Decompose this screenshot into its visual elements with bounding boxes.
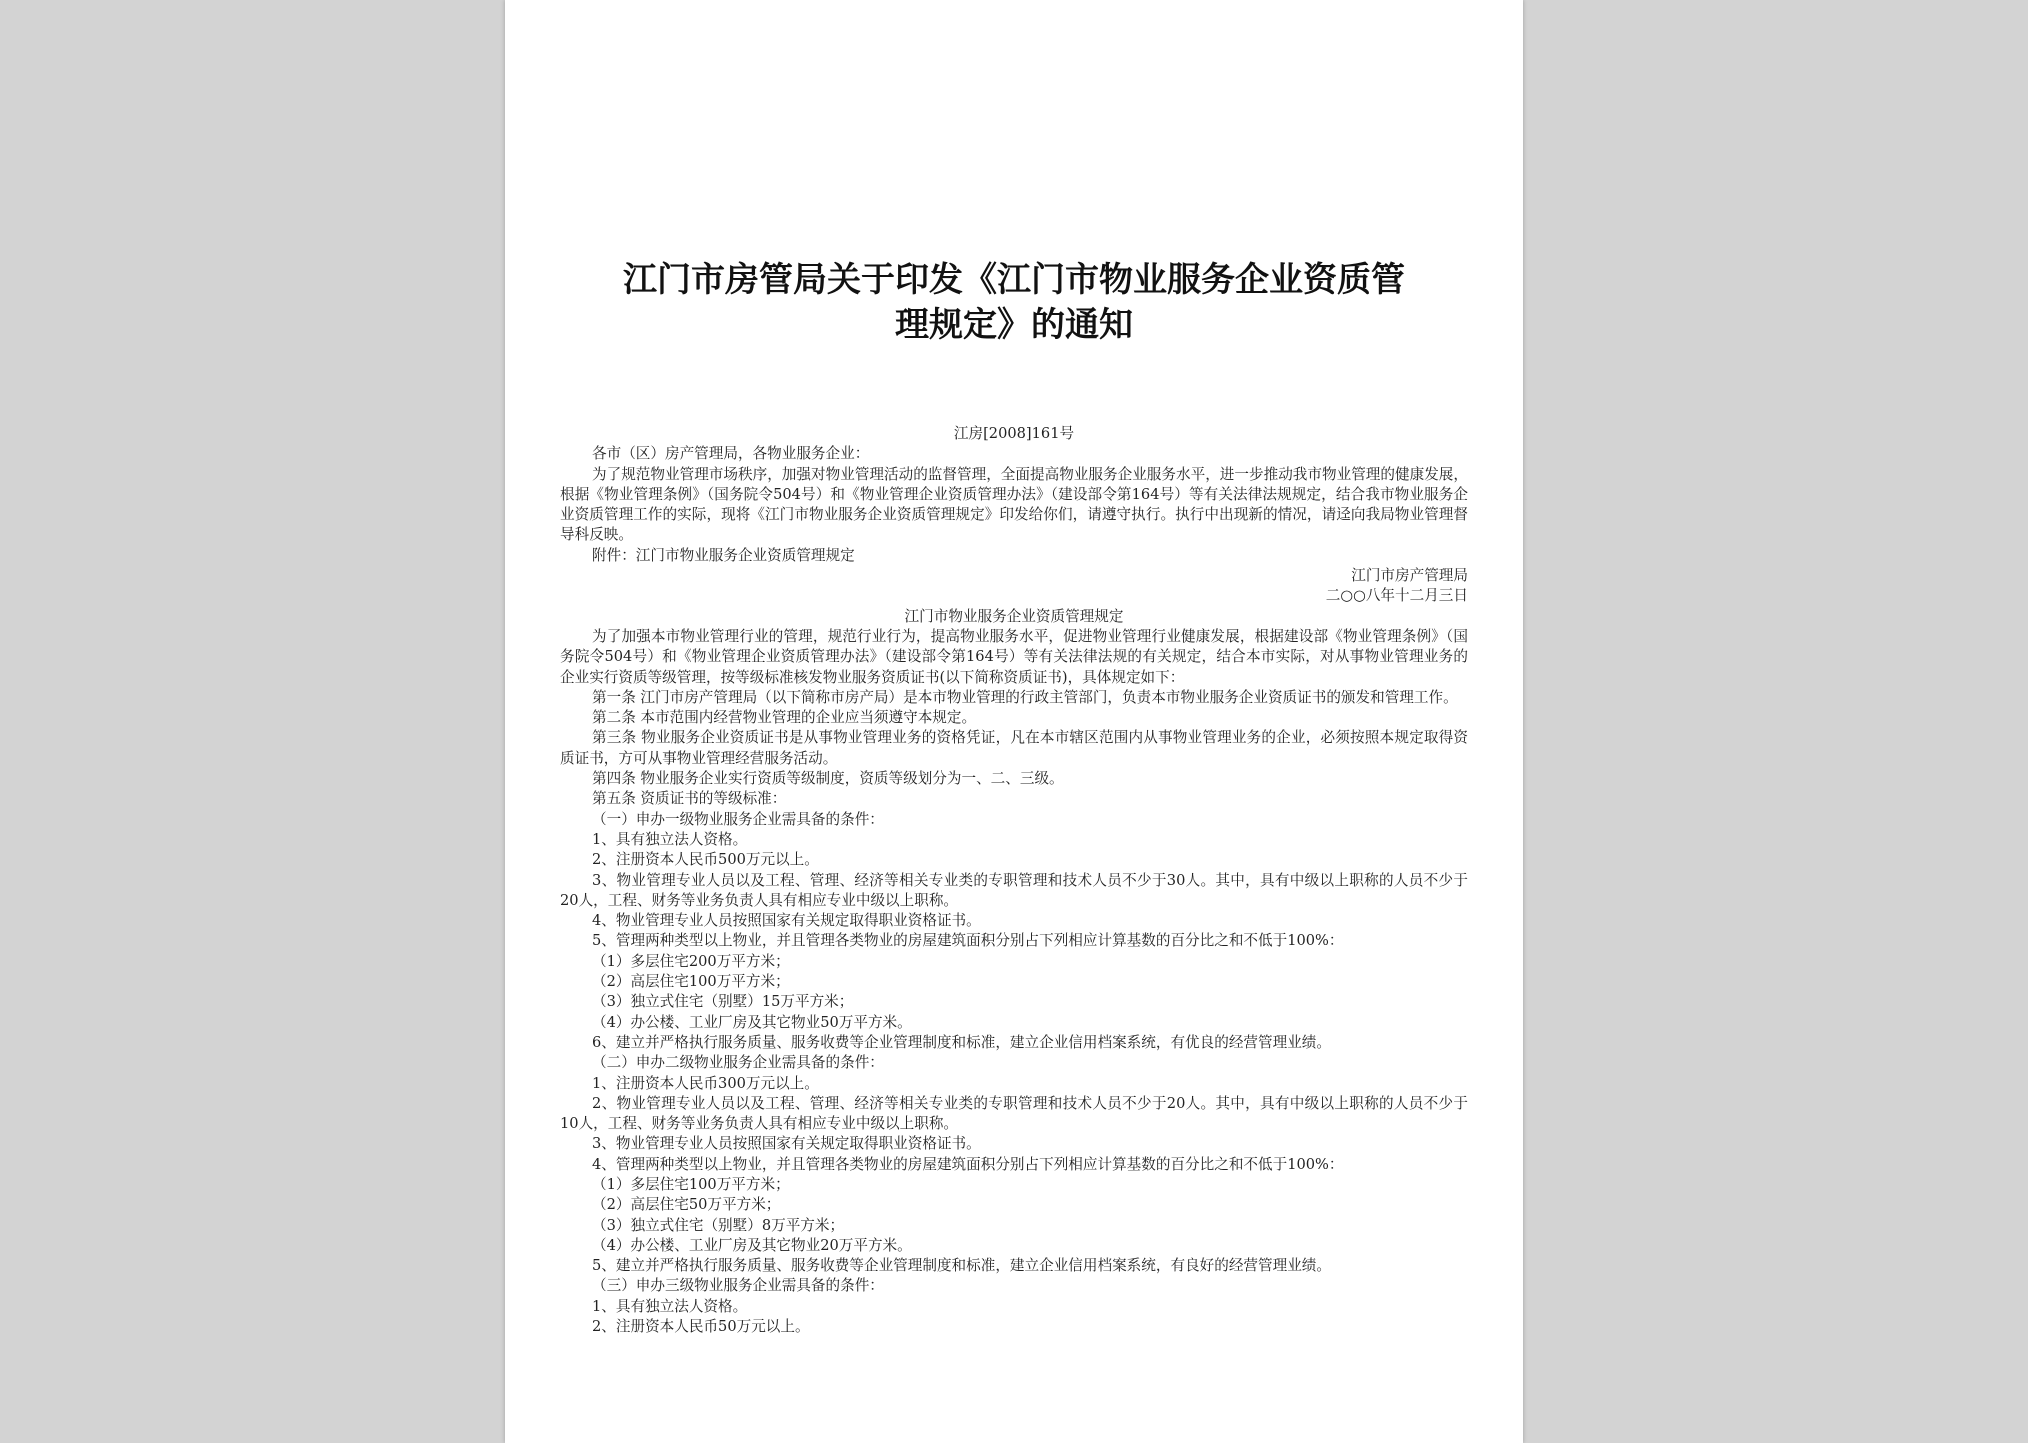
list-item: 5、建立并严格执行服务质量、服务收费等企业管理制度和标准，建立企业信用档案系统，有良好的经营管理业绩。: [592, 1257, 1331, 1275]
list-item: 4、管理两种类型以上物业，并且管理各类物业的房屋建筑面积分别占下列相应计算基数的百分比之和不低于100%：: [592, 1155, 1344, 1173]
list-item: 1、具有独立法人资格。: [592, 830, 748, 848]
article-1: 第一条 江门市房产管理局（以下简称市房产局）是本市物业管理的行政主管部门，负责本市物业服务企业资质证书的颁发和管理工作。: [592, 688, 1458, 706]
list-item: 3、物业管理专业人员以及工程、管理、经济等相关专业类的专职管理和技术人员不少于30人。其中，具有中级以上职称的人员不少于20人，工程、财务等业务负责人具有相应专业中级以上职称。: [560, 871, 1468, 909]
grade-3-heading: （三）申办三级物业服务企业需具备的条件：: [592, 1277, 884, 1295]
document-body: [560, 424, 1468, 1337]
list-item: （4）办公楼、工业厂房及其它物业20万平方米。: [592, 1236, 912, 1254]
list-item: （1）多层住宅200万平方米；: [592, 952, 790, 970]
list-item: 6、建立并严格执行服务质量、服务收费等企业管理制度和标准，建立企业信用档案系统，有优良的经营管理业绩。: [592, 1033, 1331, 1051]
list-item: （2）高层住宅50万平方米；: [592, 1196, 781, 1214]
title-line-2: 理规定》的通知: [895, 305, 1133, 345]
list-item: 1、注册资本人民币300万元以上。: [592, 1074, 819, 1092]
list-item: （4）办公楼、工业厂房及其它物业50万平方米。: [592, 1013, 912, 1031]
addressee: 各市（区）房产管理局，各物业服务企业：: [592, 445, 870, 463]
article-2: 第二条 本市范围内经营物业管理的企业应当须遵守本规定。: [592, 709, 977, 727]
document-page: [505, 0, 1523, 1443]
list-item: （3）独立式住宅（别墅）8万平方米；: [592, 1216, 845, 1234]
regulation-title: 江门市物业服务企业资质管理规定: [904, 607, 1124, 625]
issuer: 江门市房产管理局: [1351, 567, 1468, 585]
issue-date: 二○○八年十二月三日: [1325, 587, 1468, 605]
list-item: 4、物业管理专业人员按照国家有关规定取得职业资格证书。: [592, 912, 981, 930]
list-item: 2、注册资本人民币50万元以上。: [592, 1318, 810, 1336]
list-item: 1、具有独立法人资格。: [592, 1297, 748, 1315]
list-item: 2、注册资本人民币500万元以上。: [592, 851, 819, 869]
document-title: [590, 258, 1438, 348]
paragraph: 为了加强本市物业管理行业的管理，规范行业行为，提高物业服务水平，促进物业管理行业健康发展，根据建设部《物业管理条例》（国务院令504号）和《物业管理企业资质管理办法》（建设部令第164号）等有关法律法规的有关规定，结合本市实际，对从事物业管理业务的企业实行资质等级管理，按等级标准核发物业服务资质证书(以下简称资质证书)，具体规定如下：: [560, 627, 1468, 686]
article-4: 第四条 物业服务企业实行资质等级制度，资质等级划分为一、二、三级。: [592, 770, 1064, 788]
list-item: 5、管理两种类型以上物业，并且管理各类物业的房屋建筑面积分别占下列相应计算基数的百分比之和不低于100%：: [592, 932, 1344, 950]
doc-number: 江房[2008]161号: [953, 425, 1075, 442]
list-item: （1）多层住宅100万平方米；: [592, 1175, 790, 1193]
list-item: 2、物业管理专业人员以及工程、管理、经济等相关专业类的专职管理和技术人员不少于20人。其中，具有中级以上职称的人员不少于10人，工程、财务等业务负责人具有相应专业中级以上职称。: [560, 1094, 1468, 1133]
list-item: 3、物业管理专业人员按照国家有关规定取得职业资格证书。: [592, 1135, 981, 1153]
list-item: （3）独立式住宅（别墅）15万平方米；: [592, 993, 854, 1011]
article-3: 第三条 物业服务企业资质证书是从事物业管理业务的资格凭证，凡在本市辖区范围内从事物业管理业务的企业，必须按照本规定取得资质证书，方可从事物业管理经营服务活动。: [560, 729, 1468, 767]
title-line-1: 江门市房管局关于印发《江门市物业服务企业资质管: [623, 260, 1405, 300]
grade-2-heading: （二）申办二级物业服务企业需具备的条件：: [592, 1054, 884, 1072]
list-item: （2）高层住宅100万平方米；: [592, 973, 790, 991]
intro-paragraph: 为了规范物业管理市场秩序，加强对物业管理活动的监督管理，全面提高物业服务企业服务水平，进一步推动我市物业管理的健康发展，根据《物业管理条例》（国务院令504号）和《物业管理企业资质管理办法》（建设部令第164号）等有关法律法规规定，结合我市物业服务企业资质管理工作的实际，现将《江门市物业服务企业资质管理规定》印发给你们，请遵守执行。执行中出现新的情况，请迳向我局物业管理督导科反映。: [560, 465, 1468, 544]
attachment-line: 附件：江门市物业服务企业资质管理规定: [592, 546, 855, 564]
grade-1-heading: （一）申办一级物业服务企业需具备的条件：: [592, 810, 884, 828]
article-5: 第五条 资质证书的等级标准：: [592, 790, 787, 808]
